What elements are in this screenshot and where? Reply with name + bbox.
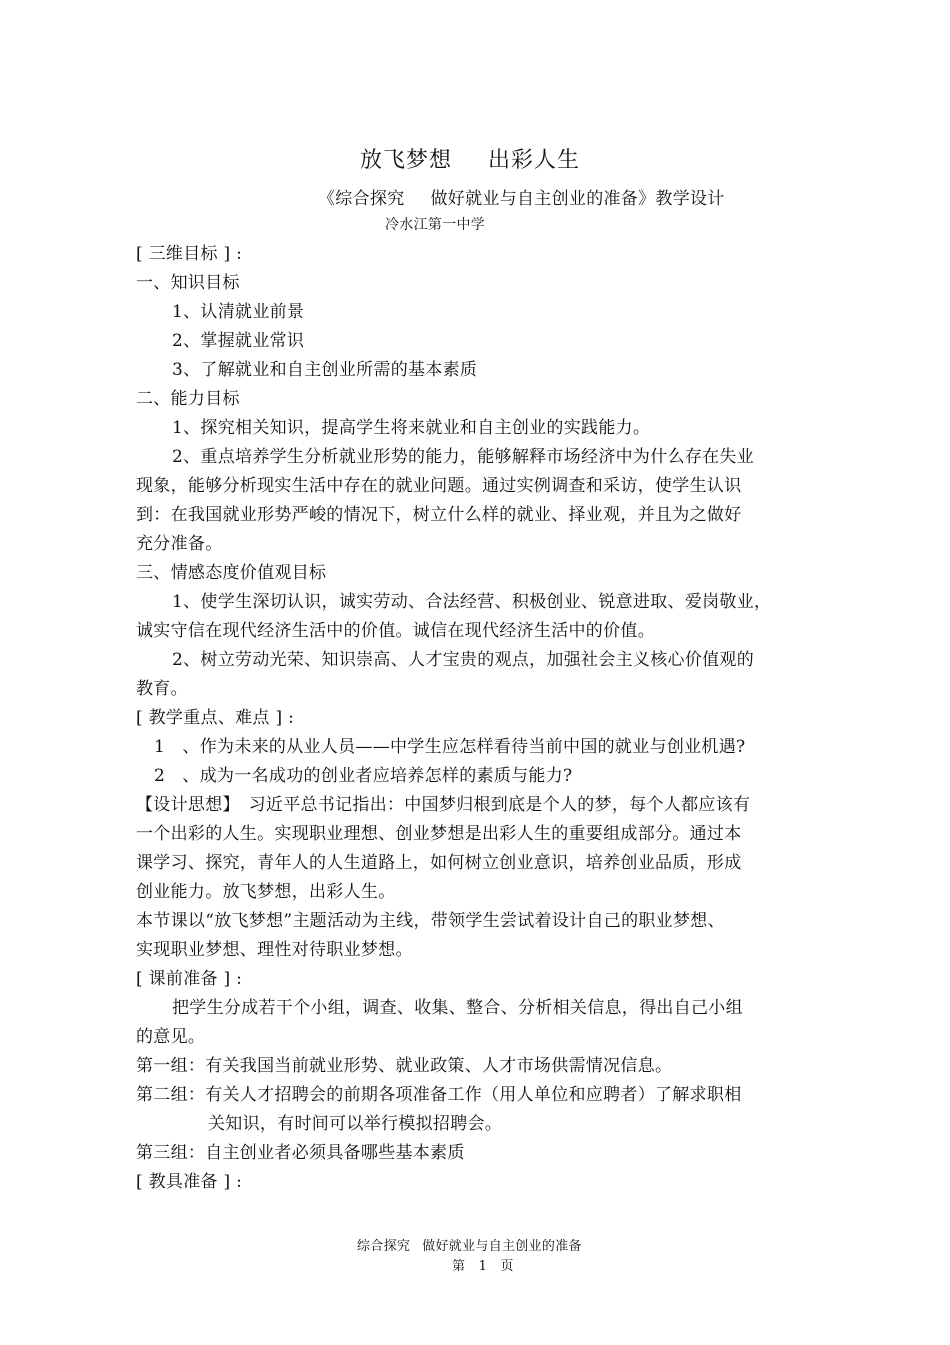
knowledge-item-1: 1、认清就业前景 <box>172 302 305 322</box>
knowledge-item-3: 3、了解就业和自主创业所需的基本素质 <box>172 360 478 380</box>
title-part-2: 出彩人生 <box>488 148 581 173</box>
footer-title-b: 做好就业与自主创业的准备 <box>422 1239 582 1254</box>
preparation-line-2: 的意见。 <box>136 1027 206 1047</box>
ability-item-2-line-2: 现象，能够分析现实生活中存在的就业问题。通过实例调查和采访，使学生认识 <box>136 476 742 496</box>
preparation-line-1: 把学生分成若干个小组，调查、收集、整合、分析相关信息，得出自己小组 <box>172 998 743 1018</box>
design-idea-line-3: 课学习、探究，青年人的人生道路上，如何树立创业意识，培养创业品质，形成 <box>136 853 742 873</box>
subtitle-part-2: 做好就业与自主创业的准备》教学设计 <box>430 189 725 209</box>
footer-title-a: 综合探究 <box>357 1239 411 1254</box>
school-name: 冷水江第一中学 <box>385 217 486 233</box>
heading-ability: 二、能力目标 <box>136 389 240 409</box>
lesson-theme-line-1: 本节课以“放飞梦想”主题活动为主线，带领学生尝试着设计自己的职业梦想、 <box>136 911 725 931</box>
values-item-1-line-2: 诚实守信在现代经济生活中的价值。诚信在现代经济生活中的价值。 <box>136 621 655 641</box>
design-idea-line-4: 创业能力。放飞梦想，出彩人生。 <box>136 882 396 902</box>
group-2-line-1: 第二组：有关人才招聘会的前期各项准备工作（用人单位和应聘者）了解求职相 <box>136 1085 742 1105</box>
values-item-2-line-1: 2、树立劳动光荣、知识崇高、人才宝贵的观点，加强社会主义核心价值观的 <box>172 650 755 670</box>
heading-knowledge: 一、知识目标 <box>136 273 240 293</box>
ability-item-2-line-1: 2、重点培养学生分析就业形势的能力，能够解释市场经济中为什么存在失业 <box>172 447 755 467</box>
section-heading-teaching-aids: [ 教具准备 ] : <box>136 1172 243 1192</box>
group-3: 第三组：自主创业者必须具备哪些基本素质 <box>136 1143 465 1163</box>
group-2-line-2: 关知识，有时间可以举行模拟招聘会。 <box>208 1114 503 1134</box>
page-number: 第 1 页 <box>452 1259 514 1274</box>
ability-item-2-line-3: 到：在我国就业形势严峻的情况下，树立什么样的就业、择业观，并且为之做好 <box>136 505 742 525</box>
title-part-1: 放飞梦想 <box>360 148 453 173</box>
lesson-theme-line-2: 实现职业梦想、理性对待职业梦想。 <box>136 940 413 960</box>
section-heading-key-points: [ 教学重点、难点 ] : <box>136 708 295 728</box>
key-point-1: 1 、作为未来的从业人员——中学生应怎样看待当前中国的就业与创业机遇? <box>154 737 746 757</box>
key-point-2: 2 、成为一名成功的创业者应培养怎样的素质与能力? <box>154 766 573 786</box>
design-idea-line-2: 一个出彩的人生。实现职业理想、创业梦想是出彩人生的重要组成部分。通过本 <box>136 824 742 844</box>
section-heading-preparation: [ 课前准备 ] : <box>136 969 243 989</box>
design-idea-line-1: 【设计思想】 习近平总书记指出：中国梦归根到底是个人的梦，每个人都应该有 <box>136 795 751 815</box>
values-item-2-line-2: 教育。 <box>136 679 188 699</box>
values-item-1-line-1: 1、使学生深切认识，诚实劳动、合法经营、积极创业、锐意进取、爱岗敬业， <box>172 592 772 612</box>
subtitle-part-1: 《综合探究 <box>318 189 405 209</box>
document-title <box>360 150 580 172</box>
document-subtitle <box>318 188 725 210</box>
ability-item-1: 1、探究相关知识，提高学生将来就业和自主创业的实践能力。 <box>172 418 651 438</box>
section-heading-goals: [ 三维目标 ] : <box>136 244 243 264</box>
group-1: 第一组：有关我国当前就业形势、就业政策、人才市场供需情况信息。 <box>136 1056 673 1076</box>
knowledge-item-2: 2、掌握就业常识 <box>172 331 305 351</box>
page-footer-title <box>357 1236 582 1258</box>
ability-item-2-line-4: 充分准备。 <box>136 534 223 554</box>
heading-values: 三、情感态度价值观目标 <box>136 563 327 583</box>
